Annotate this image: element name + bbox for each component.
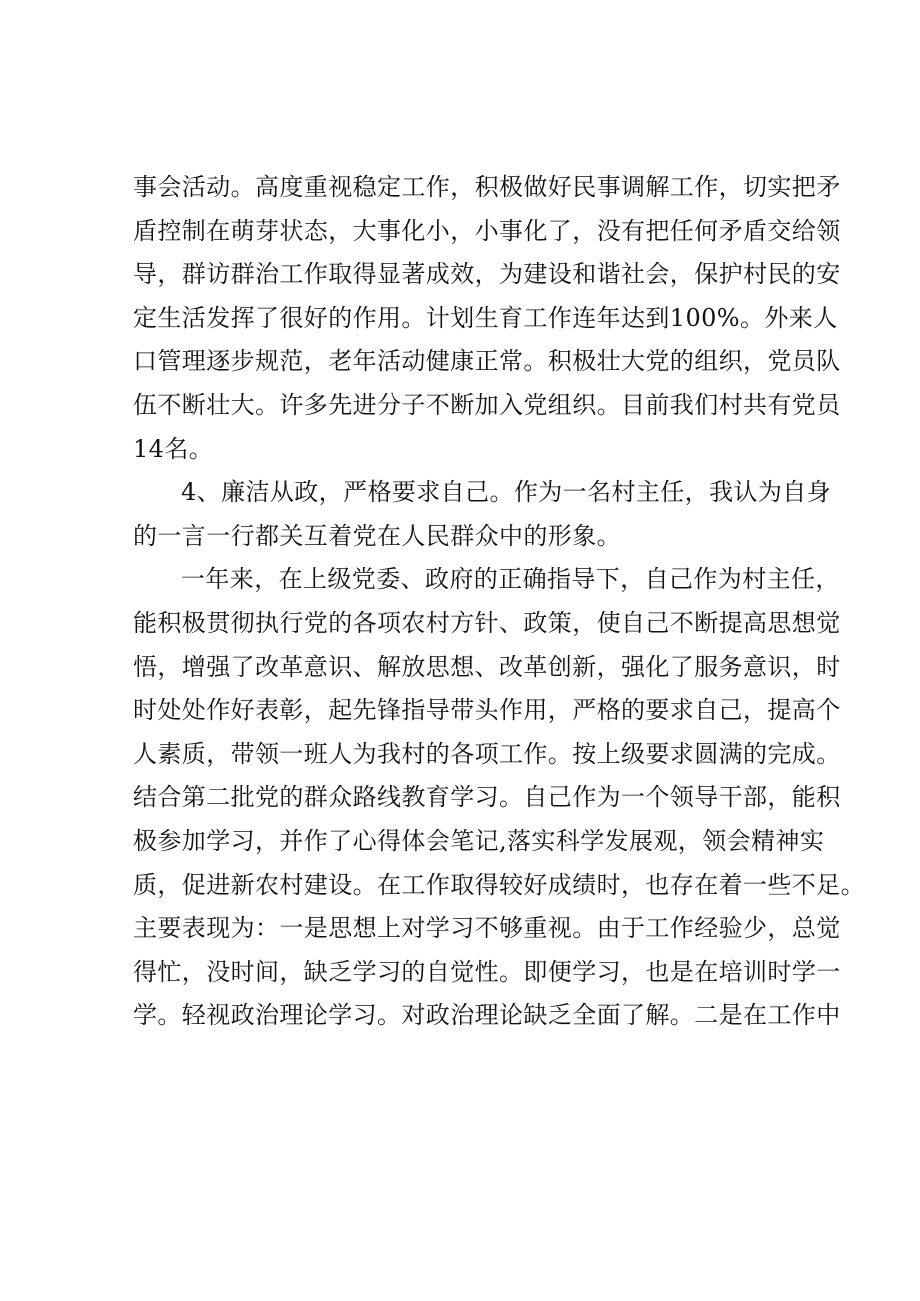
text-line: 事会活动。高度重视稳定工作，积极做好民事调解工作，切实把矛 — [133, 173, 841, 201]
text-line: 极参加学习，并作了心得体会笔记,落实科学发展观，领会精神实 — [133, 826, 825, 855]
text-line: 导，群访群治工作取得显著成效，为建设和谐社会，保护村民的安 — [133, 260, 841, 289]
document-body — [133, 166, 865, 1038]
text-line: 盾控制在萌芽状态，大事化小，小事化了，没有把任何矛盾交给领 — [133, 216, 841, 245]
text-line: 的一言一行都关互着党在人民群众中的形象。 — [133, 521, 621, 550]
text-line: 口管理逐步规范，老年活动健康正常。积极壮大党的组织，党员队 — [133, 347, 841, 376]
text-line: 时处处作好表彰，起先锋指导带头作用，严格的要求自己，提高个 — [133, 696, 841, 725]
text-line: 定生活发挥了很好的作用。计划生育工作连年达到100%。外来人 — [133, 303, 838, 332]
text-line: 主要表现为：一是思想上对学习不够重视。由于工作经验少，总觉 — [133, 914, 841, 943]
text-line: 能积极贯彻执行党的各项农村方针、政策，使自己不断提高思想觉 — [133, 608, 841, 637]
text-line: 人素质，带领一班人为我村的各项工作。按上级要求圆满的完成。 — [133, 739, 841, 768]
text-line: 结合第二批党的群众路线教育学习。自己作为一个领导干部，能积 — [133, 783, 841, 812]
paragraph-heading-line: 4、廉洁从政，严格要求自己。作为一名村主任，我认为自身 — [181, 478, 832, 507]
text-line: 伍不断壮大。许多先进分子不断加入党组织。目前我们村共有党员 — [133, 390, 841, 419]
text-line: 悟，增强了改革意识、解放思想、改革创新，强化了服务意识，时 — [133, 652, 841, 681]
paragraph-start-line: 一年来，在上级党委、政府的正确指导下，自己作为村主任， — [181, 565, 840, 594]
text-line: 质，促进新农村建设。在工作取得较好成绩时，也存在着一些不足。 — [133, 870, 865, 899]
text-line: 14名。 — [133, 434, 214, 463]
text-line: 学。轻视政治理论学习。对政治理论缺乏全面了解。二是在工作中 — [133, 1001, 841, 1030]
text-line: 得忙，没时间，缺乏学习的自觉性。即便学习，也是在培训时学一 — [133, 957, 841, 986]
